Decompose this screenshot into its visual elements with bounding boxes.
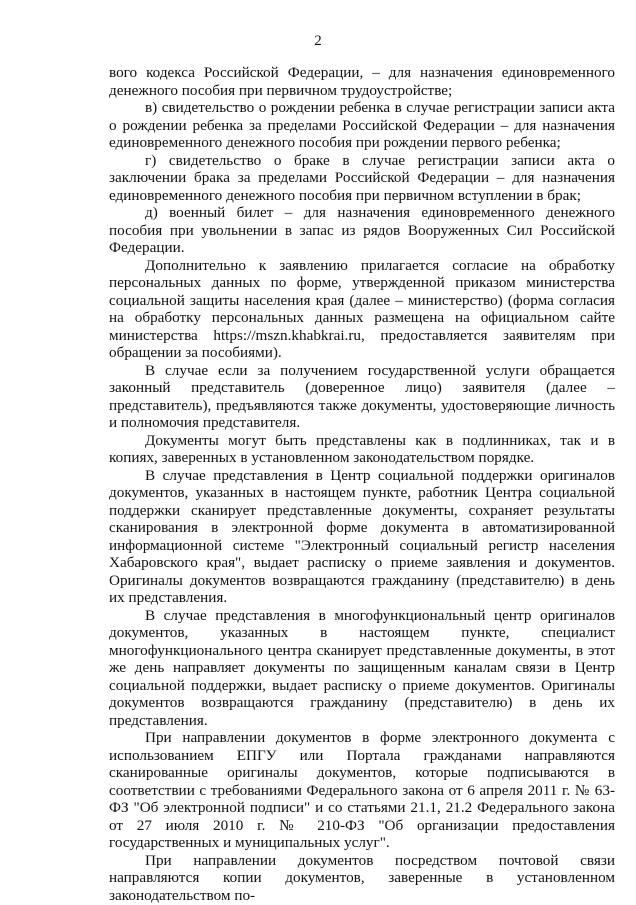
paragraph-continuation: вого кодекса Российской Федерации, – для назначения единовременного денежного пособия при первичном трудоустройстве; — [109, 64, 615, 99]
paragraph-item-g: г) свидетельство о браке в случае регистрации записи акта о заключении брака за пределами Российской Федерации – для назначения единовременного денежного пособия при первичном вступлении в брак; — [109, 151, 615, 204]
paragraph-item-d: д) военный билет – для назначения единовременного денежного пособия при увольнении в запас из рядов Вооруженных Сил Российской Федерации. — [109, 204, 615, 256]
paragraph-mfc: В случае представления в многофункциональный центр оригиналов документов, указанных в настоящем пункте, специалист многофункционального центра сканирует представленные документы, в этот же день направляет документы по защищенным каналам связи в Центр социальной поддержки, выдает расписку о приеме документов. Оригиналы документов возвращаются гражданину (представителю) в день их представления. — [109, 606, 615, 729]
paragraph-social-center: В случае представления в Центр социальной поддержки оригиналов документов, указанных в настоящем пункте, работник Центра социальной поддержки сканирует представленные документы, сохраняет результаты сканирования в электронной форме документа в автоматизированной информационной системе "Электронный социальный регистр населения Хабаровского края", выдает расписку о приеме заявления и документов. Оригиналы документов возвращаются гражданину (представителю) в день их представления. — [109, 466, 615, 606]
paragraph-consent: Дополнительно к заявлению прилагается согласие на обработку персональных данных по форме, утвержденной приказом министерства социальной защиты населения края (далее – министерство) (форма согласия на обработку персональных данных размещена на официальном сайте министерства https://mszn.khabkrai.ru, предоставляется заявителям при обращении за пособиями). — [109, 256, 615, 361]
paragraph-representative: В случае если за получением государственной услуги обращается законный представитель (доверенное лицо) заявителя (далее – представитель), предъявляются также документы, удостоверяющие личность и полномочия представителя. — [109, 361, 615, 431]
document-body — [109, 64, 615, 904]
paragraph-electronic: При направлении документов в форме электронного документа с использованием ЕПГУ или Портала гражданами направляются сканированные оригиналы документов, которые подписываются в соответствии с требованиями Федерального закона от 6 апреля 2011 г. № 63-ФЗ "Об электронной подписи" и со статьями 21.1, 21.2 Федерального закона от 27 июля 2010 г. № 210-ФЗ "Об организации предоставления государственных и муниципальных услуг". — [109, 729, 615, 851]
page-number: 2 — [314, 33, 322, 49]
paragraph-document-forms: Документы могут быть представлены как в подлинниках, так и в копиях, заверенных в установленном законодательством порядке. — [109, 431, 615, 466]
paragraph-postal: При направлении документов посредством почтовой связи направляются копии документов, заверенные в установленном законодательством по- — [109, 851, 615, 904]
paragraph-item-v: в) свидетельство о рождении ребенка в случае регистрации записи акта о рождении ребенка за пределами Российской Федерации – для назначения единовременного денежного пособия при рождении первого ребенка; — [109, 99, 615, 151]
